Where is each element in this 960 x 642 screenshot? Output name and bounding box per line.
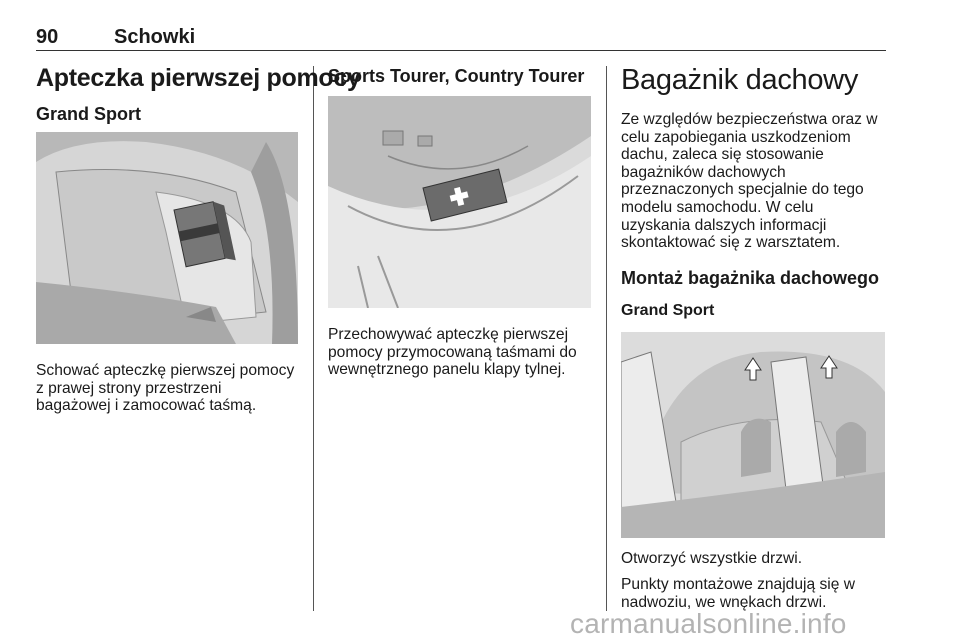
col3-step1: Otworzyć wszystkie drzwi. [621, 550, 803, 567]
col1-line-2: z prawej strony przestrzeni [36, 379, 222, 397]
col3-step2-line-1: Punkty montażowe znajdują się w [621, 576, 856, 593]
column-divider-2 [606, 66, 607, 611]
first-aid-kit-in-trunk-illustration [36, 132, 298, 344]
sports-tourer-subheading: Sports Tourer, Country Tourer [328, 66, 585, 86]
col1-line-1: Schować apteczkę pierwszej pomocy [36, 362, 295, 379]
page-number: 90 [36, 26, 59, 48]
first-aid-heading: Apteczka pierwszej pomocy [36, 64, 361, 92]
col3-intro [621, 111, 891, 252]
col3-intro-line-7: uzyskania dalszych informacji [621, 216, 827, 234]
col3-intro-line-6: modelu samochodu. W celu [621, 198, 814, 216]
col2-line-3: wewnętrznego panelu klapy tylnej. [328, 361, 566, 379]
col3-intro-line-3: dachu, zaleca się stosowanie [621, 146, 824, 164]
col3-intro-line-1: Ze względów bezpieczeństwa oraz w [621, 111, 878, 128]
grand-sport-subsubheading: Grand Sport [621, 302, 715, 319]
trunk-figure [36, 132, 298, 344]
watermark: carmanualsonline.info [570, 608, 847, 639]
roof-rack-heading: Bagażnik dachowy [621, 64, 859, 96]
car-doors-figure [621, 332, 885, 538]
car-open-doors-roof-mount-points-illustration [621, 332, 885, 538]
col3-intro-line-5: przeznaczonych specjalnie do tego [621, 181, 864, 199]
grand-sport-subheading: Grand Sport [36, 104, 142, 124]
col3-step2-line-2: nadwoziu, we wnękach drzwi. [621, 593, 827, 611]
col3-intro-line-2: celu zapobiegania uszkodzeniom [621, 128, 851, 146]
col2-line-1: Przechowywać apteczkę pierwszej [328, 326, 569, 343]
col2-line-2: pomocy przymocowaną taśmami do [328, 343, 577, 361]
tailgate-figure [328, 96, 591, 308]
column-divider-1 [313, 66, 314, 611]
col3-intro-line-8: skontaktować się z warsztatem. [621, 234, 841, 252]
col3-intro-line-4: bagażników dachowych [621, 163, 786, 181]
header-rule [36, 50, 886, 51]
col3-step2 [621, 576, 891, 611]
col1-line-3: bagażowej i zamocować taśmą. [36, 397, 257, 415]
section-title: Schowki [114, 26, 196, 48]
col2-body [328, 326, 598, 379]
col1-body [36, 362, 306, 415]
first-aid-kit-on-tailgate-illustration [328, 96, 591, 308]
roof-rack-mounting-subheading: Montaż bagażnika dachowego [621, 268, 880, 288]
